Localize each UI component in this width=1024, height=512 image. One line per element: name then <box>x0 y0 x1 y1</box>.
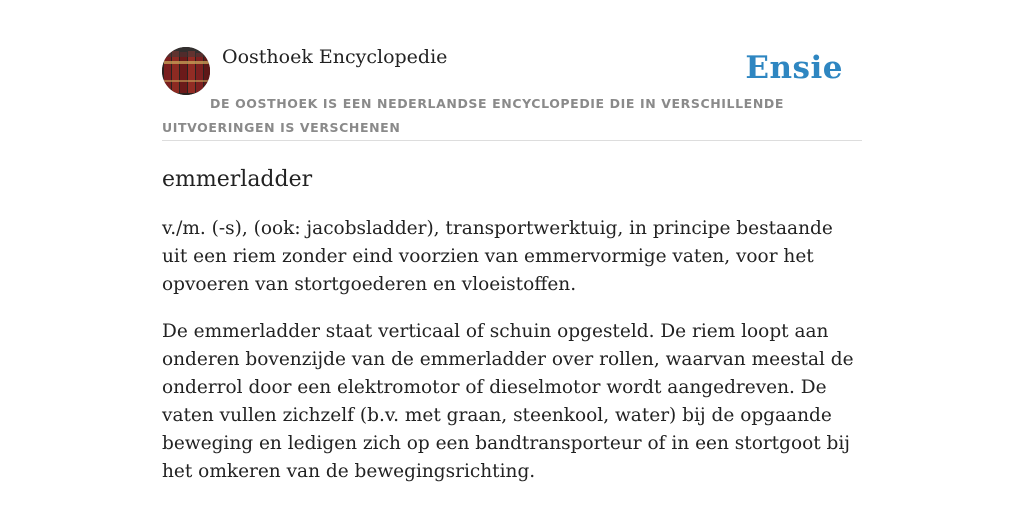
site-header <box>162 0 862 141</box>
entry-paragraph: v./m. (-s), (ook: jacobsladder), transportwerktuig, in principe bestaande uit een riem zonder eind voorzien van emmervormige vaten, voor het opvoeren van stortgoederen en vloeistoffen. <box>162 218 833 295</box>
brand-logo[interactable]: Ensie <box>745 50 843 86</box>
entry-title: emmerladder <box>162 167 313 192</box>
site-tagline: DE OOSTHOEK IS EEN NEDERLANDSE ENCYCLOPEDIE DIE IN VERSCHILLENDE UITVOERINGEN IS VERSCHENEN <box>162 96 784 135</box>
site-title[interactable]: Oosthoek Encyclopedie <box>222 46 448 68</box>
page-container <box>162 0 862 486</box>
encyclopedia-books-icon[interactable] <box>162 47 210 95</box>
entry-paragraph: De emmerladder staat verticaal of schuin opgesteld. De riem loopt aan onderen bovenzijde van de emmerladder over rollen, waarvan meestal de onderrol door een elektromotor of dieselmotor wordt aangedreven. De vaten vullen zichzelf (b.v. met graan, steenkool, water) bij de opgaande beweging en ledigen zich op een bandtransporteur of in een stortgoot bij het omkeren van de bewegingsrichting. <box>162 321 854 482</box>
